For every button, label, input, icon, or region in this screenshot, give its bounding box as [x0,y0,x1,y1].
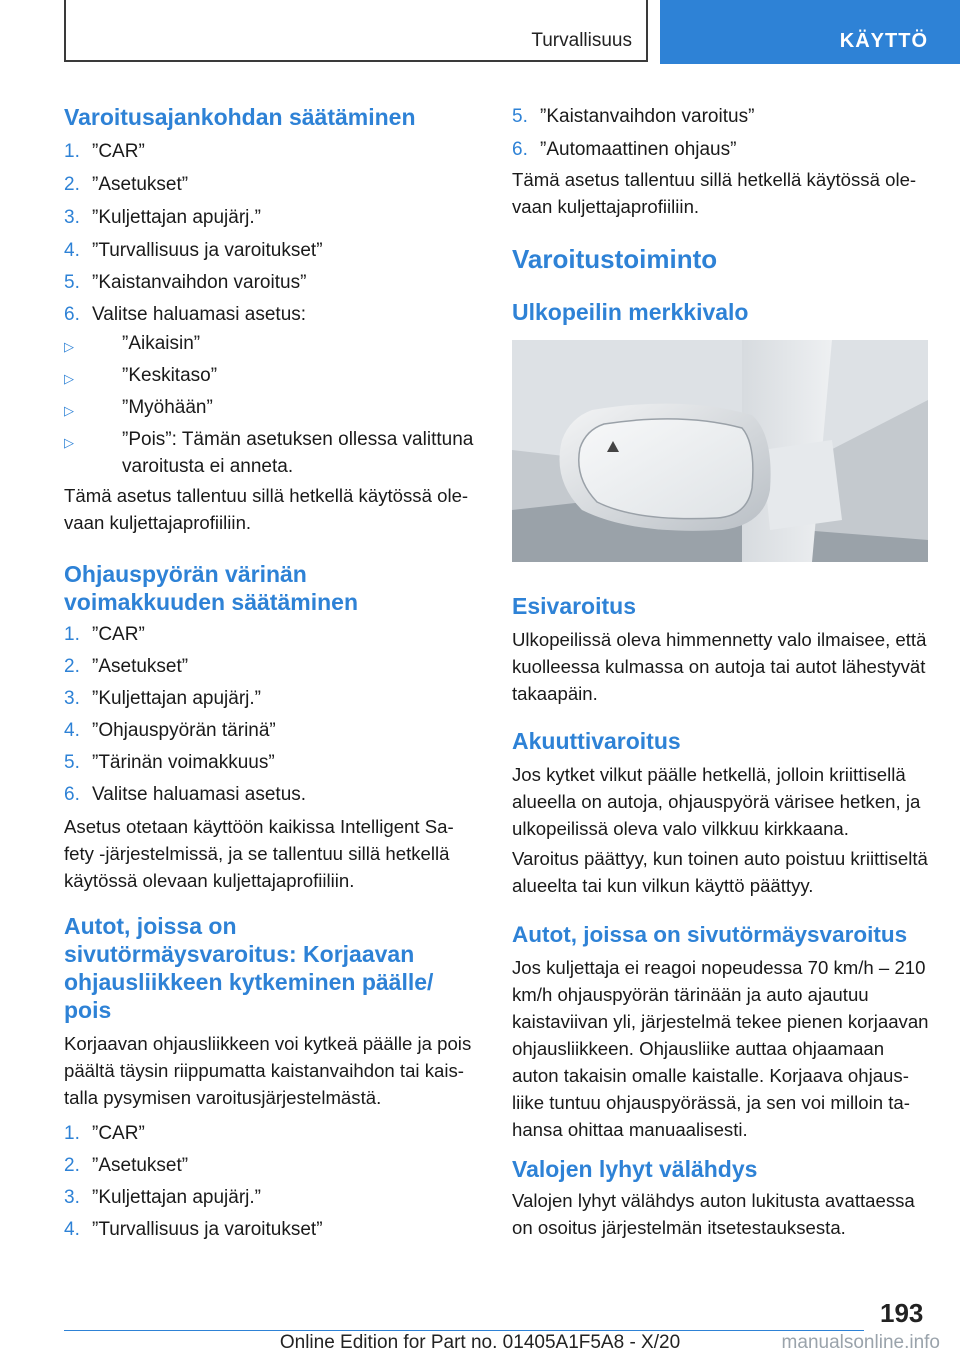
page-number: 193 [880,1298,924,1328]
heading-pre-warning: Esivaroitus [512,593,636,619]
triangle-bullet-icon: ▷ [64,403,74,418]
footer-divider [64,1330,864,1331]
side-mirror-image [512,340,928,562]
heading-side-line3: ohjausliikkeen kytkeminen päälle/ [64,969,434,995]
triangle-bullet-icon: ▷ [64,339,74,354]
heading-light-flash: Valojen lyhyt välähdys [512,1156,758,1182]
triangle-bullet-icon: ▷ [64,435,74,450]
heading-vibration-line2: voimakkuuden säätäminen [64,589,358,615]
chapter-title: KÄYTTÖ [839,30,928,52]
heading-side-line2: sivutörmäysvaroitus: Korjaavan [64,941,415,967]
paragraph: Ulkopeilissä oleva himmennetty valo ilmaisee, että kuolleessa kulmassa on autoja tai autot lähestyvät takaapäin. [512,629,927,704]
paragraph: Varoitus päättyy, kun toinen auto poistuu kriittiseltä alueelta tai kun vilkun käyttö päättyy. [512,848,928,896]
heading-warning-time: Varoitusajankohdan säätäminen [64,104,416,130]
heading-side-line1: Autot, joissa on [64,913,237,939]
heading-vibration-line1: Ohjauspyörän värinän [64,561,307,587]
paragraph: Tämä asetus tallentuu sillä hetkellä käytössä olevaan kuljettajaprofiiliin. [64,485,469,533]
section-title: Turvallisuus [531,30,632,51]
header-chapter-box [660,0,960,64]
paragraph: Jos kytket vilkut päälle hetkellä, jolloin kriittisellä alueella on autoja, ohjauspyörä värisee hetken, ja ulkopeilissä oleva valo vilkkuu kirkkaana. [512,764,921,839]
paragraph: Asetus otetaan käyttöön kaikissa Intelligent Safety ‑järjestelmissä, ja se tallentuu sillä hetkellä käytössä olevaan kuljettajaprofiiliin. [64,816,454,891]
watermark: manualsonline.info [781,1332,940,1353]
paragraph: Valojen lyhyt välähdys auton lukitusta avattaessa on osoitus järjestelmän itsetestauksesta. [512,1190,915,1238]
paragraph: Korjaavan ohjausliikkeen voi kytkeä päälle ja pois päältä täysin riippumatta kaistanvaihdon tai kaistalla pysymisen varoitusjärjestelmästä. [64,1033,472,1108]
heading-side-collision: Autot, joissa on sivutörmäysvaroitus [512,922,908,947]
paragraph: Jos kuljettaja ei reagoi nopeudessa 70 km/h – 210 km/h ohjauspyörän tärinään ja auto ajautuu kaistaviivan yli, järjestelmä tekee pienen korjaavan ohjausliikkeen. Ohjausliike auttaa ohjaamaan auton takaisin omalle kaistalle. Korjaava ohjausliike tuntuu ohjauspyörässä, ja sen voi milloin tahansa ohittaa manuaalisesti. [512,957,929,1140]
heading-side-line4: pois [64,997,112,1023]
paragraph: Tämä asetus tallentuu sillä hetkellä käytössä olevaan kuljettajaprofiiliin. [512,169,917,217]
footer-edition: Online Edition for Part no. 01405A1F5A8 - X/20 [279,1332,681,1353]
heading-warning-function: Varoitustoiminto [512,244,718,274]
mirror-illustration [512,340,928,562]
heading-acute-warning: Akuuttivaroitus [512,728,681,754]
triangle-bullet-icon: ▷ [64,371,74,386]
heading-mirror-light: Ulkopeilin merkkivalo [512,299,749,325]
header-section-box [64,0,648,62]
